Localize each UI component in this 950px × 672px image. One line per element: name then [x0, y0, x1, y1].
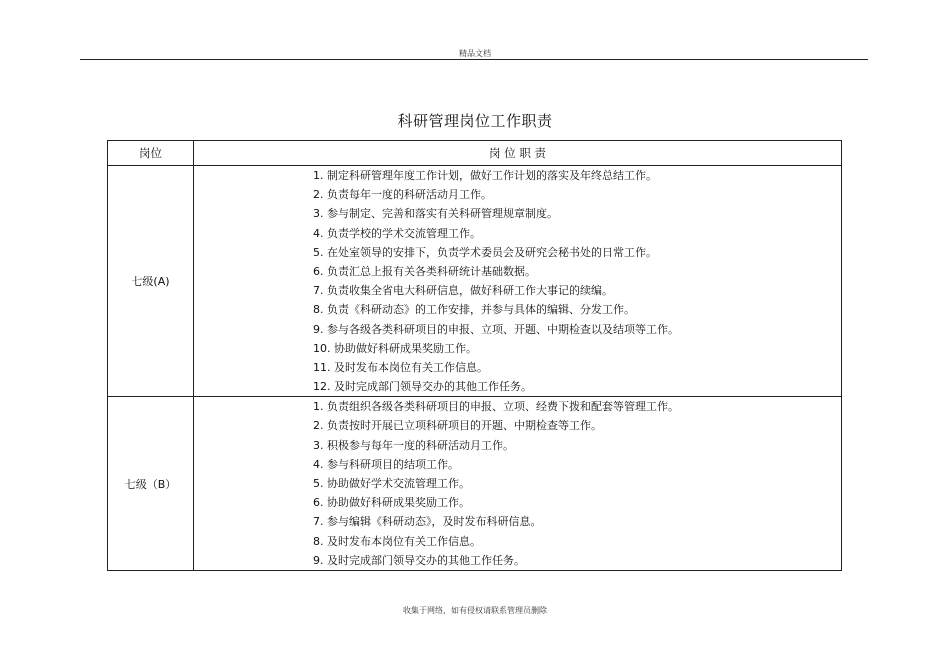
list-item: 1. 制定科研管理年度工作计划，做好工作计划的落实及年终总结工作。 [313, 169, 657, 182]
list-item: 4. 参与科研项目的结项工作。 [313, 457, 459, 471]
list-item: 12. 及时完成部门领导交办的其他工作任务。 [313, 380, 532, 394]
column-header-duties: 岗 位 职 责 [194, 141, 842, 166]
column-header-position: 岗位 [108, 141, 194, 166]
document-title: 科研管理岗位工作职责 [397, 112, 553, 130]
header-divider [80, 59, 868, 60]
list-item: 2. 负责每年一度的科研活动月工作。 [313, 188, 492, 202]
list-item: 4. 负责学校的学术交流管理工作。 [313, 226, 481, 240]
list-item: 5. 在处室领导的安排下，负责学术委员会及研究会秘书处的日常工作。 [313, 245, 657, 259]
list-item: 10. 协助做好科研成果奖励工作。 [313, 341, 477, 355]
duties-table [107, 140, 842, 571]
list-item: 5. 协助做好学术交流管理工作。 [313, 477, 470, 490]
list-item: 8. 负责《科研动态》的工作安排，并参与具体的编辑、分发工作。 [313, 303, 635, 317]
table-row [108, 397, 842, 571]
list-item: 2. 负责按时开展已立项科研项目的开题、中期检查等工作。 [313, 419, 602, 433]
list-item: 8. 及时发布本岗位有关工作信息。 [313, 534, 481, 548]
table-row [108, 166, 842, 397]
list-item: 3. 积极参与每年一度的科研活动月工作。 [313, 438, 514, 452]
list-item: 7. 负责收集全省电大科研信息，做好科研工作大事记的续编。 [313, 284, 613, 298]
list-item: 11. 及时发布本岗位有关工作信息。 [313, 360, 488, 374]
duties-cell [194, 397, 842, 571]
page-header-label: 精品文档 [459, 49, 491, 58]
list-item: 6. 协助做好科研成果奖励工作。 [313, 496, 470, 510]
list-item: 9. 参与各级各类科研项目的申报、立项、开题、中期检查以及结项等工作。 [313, 322, 679, 336]
list-item: 7. 参与编辑《科研动态》，及时发布科研信息。 [313, 515, 542, 529]
list-item: 6. 负责汇总上报有关各类科研统计基础数据。 [313, 264, 536, 278]
list-item: 9. 及时完成部门领导交办的其他工作任务。 [313, 553, 525, 567]
position-cell: 七级（B） [108, 397, 194, 571]
duties-cell [194, 166, 842, 397]
position-cell: 七级(A) [108, 166, 194, 397]
list-item: 1. 负责组织各级各类科研项目的申报、立项、经费下拨和配套等管理工作。 [313, 400, 679, 414]
duties-list [194, 166, 841, 396]
page-footer-label: 收集于网络，如有侵权请联系管理员删除 [403, 606, 547, 615]
list-item: 3. 参与制定、完善和落实有关科研管理规章制度。 [313, 207, 558, 221]
duties-list [194, 397, 841, 570]
table-header-row [108, 141, 842, 166]
